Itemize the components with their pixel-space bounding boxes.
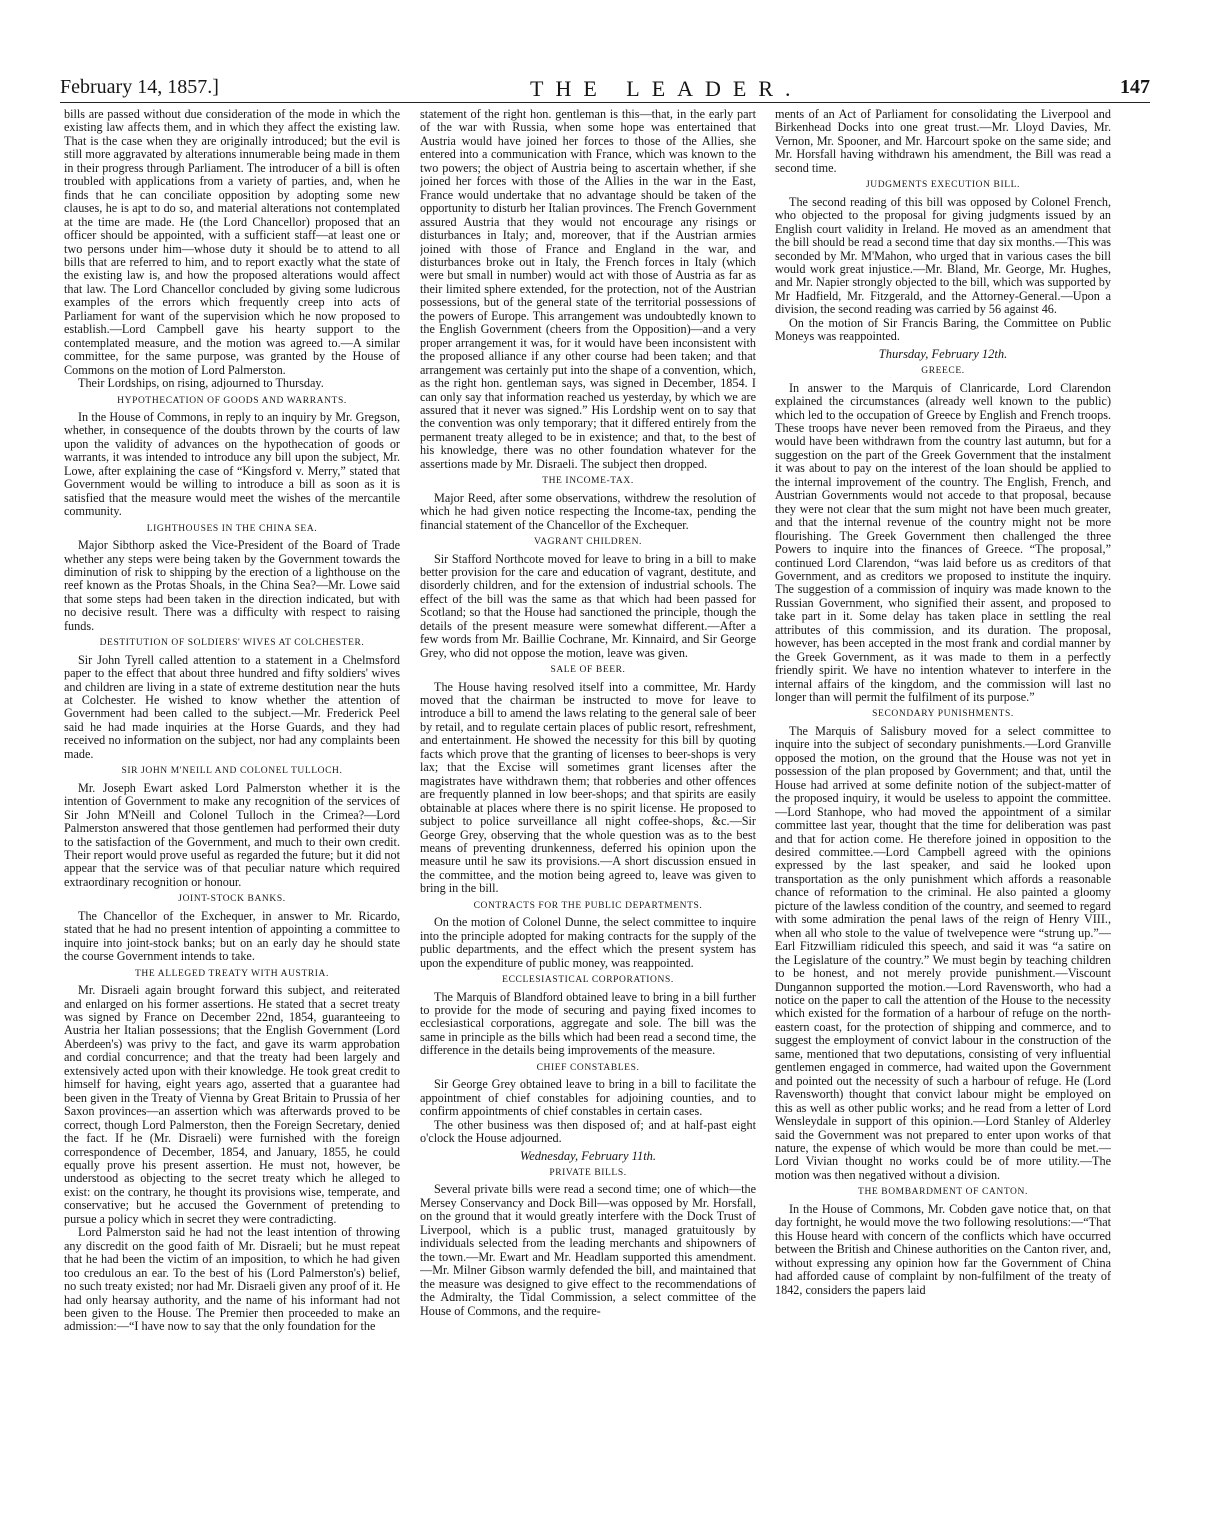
section-heading: DESTITUTION OF SOLDIERS' WIVES AT COLCHESTER. <box>99 638 365 649</box>
column-1 <box>64 108 400 1524</box>
page-number: 147 <box>1120 76 1150 98</box>
section-heading: PRIVATE BILLS. <box>549 1167 627 1178</box>
article-paragraph: The House having resolved itself into a committee, Mr. Hardy moved that the chairman be instructed to move for leave to introduce a bill to amend the laws relating to the general sale of beer by retail, and to regulate certain places of public resort, refreshment, and entertainment. He showed the necessity for this bill by quoting facts which prove that the granting of licenses to beer-shops is very lax; that the Excise will sometimes grant licenses after the magistrates have withdrawn them; that robberies and other offences are frequently planned in low beer-shops; and that spirits are easily obtainable at places where there is no spirit license. He proposed to subject to police surveillance all night coffee-shops, &c.—Sir George Grey, observing that the whole question was as to the best means of preventing drunkenness, deferred his opinion upon the measure until he saw its provisions.—A short discussion ensued in the committee, and the motion being agreed to, leave was given to bring in the bill. <box>420 679 756 896</box>
article-paragraph: On the motion of Colonel Dunne, the select committee to inquire into the principle adopted for making contracts for the supply of the public departments, and the effect which the present system has upon the expenditure of public money, was reappointed. <box>420 915 756 970</box>
section-heading: ECCLESIASTICAL CORPORATIONS. <box>502 975 674 986</box>
page-header <box>60 76 1150 103</box>
day-heading: Thursday, February 12th. <box>878 346 1008 361</box>
article-paragraph: Major Reed, after some observations, withdrew the resolution of which he had given notice respecting the Income-tax, pending the financial statement of the Chancellor of the Exchequer. <box>420 490 756 532</box>
section-heading: GREECE. <box>921 366 965 377</box>
section-heading: THE ALLEGED TREATY WITH AUSTRIA. <box>135 968 329 979</box>
article-paragraph: Major Sibthorp asked the Vice-President of the Board of Trade whether any steps were being taken by the Government towards the diminution of risk to shipping by the erection of a lighthouse on the reef known as the Protas Shoals, in the China Sea?—Mr. Lowe said that some steps had been taken in the direction indicated, but with no decisive result. There was a difficulty with respect to raising funds. <box>64 538 400 633</box>
section-heading: THE INCOME-TAX. <box>542 476 634 487</box>
issue-date: February 14, 1857.] <box>60 76 219 98</box>
newspaper-title: THE LEADER. <box>530 76 803 101</box>
article-paragraph: Sir Stafford Northcote moved for leave to bring in a bill to make better provision for the care and education of vagrant, destitute, and disorderly children, and for the extension of industrial schools. The effect of the bill was the same as that which had been passed for Scotland; so that the House had sanctioned the principle, though the details of the present measure were somewhat different.—After a few words from Mr. Baillie Cochrane, Mr. Kinnaird, and Sir George Grey, who did not oppose the motion, leave was given. <box>420 551 756 660</box>
section-heading: CONTRACTS FOR THE PUBLIC DEPARTMENTS. <box>473 900 703 911</box>
article-paragraph: On the motion of Sir Francis Baring, the Committee on Public Moneys was reappointed. <box>775 315 1111 344</box>
column-2 <box>420 108 756 1524</box>
section-heading: JUDGMENTS EXECUTION BILL. <box>865 180 1021 191</box>
article-paragraph: The second reading of this bill was opposed by Colonel French, who objected to the proposal for giving judgments issued by an English court validity in Ireland. He moved as an amendment that the bill should be read a second time that day six months.—This was seconded by Mr. M'Mahon, who urged that in various cases the bill would work great injustice.—Mr. Bland, Mr. George, Mr. Hughes, and Mr. Napier strongly objected to the bill, which was supported by Mr Hadfield, Mr. Fitzgerald, and the Attorney-General.—Upon a division, the second reading was carried by 56 against 46. <box>775 194 1111 317</box>
section-heading: SALE OF BEER. <box>550 665 626 676</box>
day-heading: Wednesday, February 11th. <box>519 1148 657 1163</box>
article-paragraph: In the House of Commons, in reply to an inquiry by Mr. Gregson, whether, in consequence of the doubts thrown by the courts of law upon the validity of advances on the hypothecation of goods or warrants, it was intended to introduce any bill upon the subject, Mr. Lowe, after explaining the case of “Kingsford v. Merry,” stated that Government would be willing to introduce a bill as soon as it is satisfied that the measure would meet the wishes of the mercantile community. <box>64 409 400 519</box>
article-paragraph: The Chancellor of the Exchequer, in answer to Mr. Ricardo, stated that he had no present intention of appointing a committee to inquire into joint-stock banks; but on an early day he should state the course Government intends to take. <box>64 908 400 964</box>
article-paragraph: bills are passed without due consideration of the mode in which the existing law affects them, and in which they affect the existing law. That is the case when they are originally introduced; but the evil is still more aggravated by alterations innumerable being made in them in their progress through Parliament. The introducer of a bill is often troubled with applications from a variety of parties, and, when he finds that he can conciliate opposition by adopting some new clauses, he is apt to do so, and material alterations not contemplated at the time are made. He (the Lord Chancellor) proposed that an officer should be appointed, with a sufficient staff—at least one or two persons under him—whose duty it should be to attend to all bills that are referred to him, and to report exactly what the state of the existing law is, and how the proposed alterations would affect that law. The Lord Chancellor concluded by giving some ludicrous examples of the errors which frequently creep into acts of Parliament for want of the supervision which he now proposed to establish.—Lord Campbell gave his hearty support to the contemplated measure, and the motion was agreed to.—A similar committee, for the same purpose, was granted by the House of Commons on the motion of Lord Palmerston. <box>64 108 400 377</box>
column-3 <box>775 108 1111 1524</box>
section-heading: SIR JOHN M'NEILL AND COLONEL TULLOCH. <box>121 766 343 777</box>
article-paragraph: In the House of Commons, Mr. Cobden gave notice that, on that day fortnight, he would move the two following resolutions:—“That this House heard with concern of the conflicts which have occurred between the British and Chinese authorities on the Canton river, and, without expressing any opinion how far the Government of China had afforded cause of complaint by non-fulfilment of the treaty of 1842, considers the papers laid <box>775 1201 1111 1297</box>
article-paragraph: Sir George Grey obtained leave to bring in a bill to facilitate the appointment of chief constables for adjoining counties, and to confirm appointments of chief constables in certain cases. <box>420 1077 756 1119</box>
article-paragraph: The Marquis of Blandford obtained leave to bring in a bill further to provide for the mode of securing and paying fixed incomes to ecclesiastical corporations, aggregate and sole. The bill was the same in principle as the bills which had been read a second time, the difference in the details being improvements of the measure. <box>420 989 756 1058</box>
section-heading: LIGHTHOUSES IN THE CHINA SEA. <box>146 523 318 534</box>
article-paragraph: Lord Palmerston said he had not the least intention of throwing any discredit on the good faith of Mr. Disraeli; but he must repeat that he had been the victim of an imposition, to which he had given too credulous an ear. To the best of his (Lord Palmerston's) belief, no such treaty existed; nor had Mr. Disraeli given any proof of it. He had only hearsay authority, and the name of his informant had not been given to the House. The Premier then proceeded to make an admission:—“I have now to say that the only foundation for the <box>64 1225 400 1334</box>
article-paragraph: The other business was then disposed of; and at half-past eight o'clock the House adjourned. <box>420 1117 756 1146</box>
article-paragraph: In answer to the Marquis of Clanricarde, Lord Clarendon explained the circumstances (already well known to the public) which led to the occupation of Greece by English and French troops. These troops have never been removed from the Piraeus, and they would have been withdrawn from the country last autumn, but for a suggestion on the part of the Greek Government that the instalment it was about to pay on the interest of the loan should be applied to the internal improvement of the country. The English, French, and Austrian Governments would not accede to that proposal, because they were not clear that the sum might not have been much greater, and that the internal revenue of the country might not be more flourishing. The Greek Government then challenged the three Powers to inquire into the finances of Greece. “The proposal,” continued Lord Clarendon, “was laid before us as creditors of that Government, and as creditors we proposed to institute the inquiry. The suggestion of a commission of inquiry was made known to the Russian Government, who signified their assent, and proposed to take part in it. Some delay has taken place in settling the real attributes of this commission, and its duration. The proposal, however, has been accepted in the most frank and cordial manner by the Greek Government, as it was made to them in a perfectly friendly spirit. We have no intention whatever to interfere in the internal affairs of the kingdom, and the commission will last no longer than will permit the fulfilment of its purpose.” <box>775 380 1111 705</box>
article-paragraph: ments of an Act of Parliament for consolidating the Liverpool and Birkenhead Docks into one great trust.—Mr. Lloyd Davies, Mr. Vernon, Mr. Spooner, and Mr. Harcourt spoke on the same side; and Mr. Horsfall having withdrawn his amendment, the Bill was read a second time. <box>775 108 1111 175</box>
section-heading: THE BOMBARDMENT OF CANTON. <box>858 1187 1028 1198</box>
article-paragraph: Mr. Joseph Ewart asked Lord Palmerston whether it is the intention of Government to make any recognition of the services of Sir John M'Neill and Colonel Tulloch in the Crimea?—Lord Palmerston answered that those gentlemen had performed their duty to the satisfaction of the Government, and much to their own credit. Their report would prove useful as regarded the future; but it did not appear that the service was of that peculiar nature which required extraordinary recognition or honour. <box>64 780 400 889</box>
article-paragraph: Mr. Disraeli again brought forward this subject, and reiterated and enlarged on his former assertions. He stated that a secret treaty was signed by France on December 22nd, 1854, guaranteeing to Austria her Italian possessions; that the English Government (Lord Aberdeen's) was privy to the fact, and gave its warm approbation and cordial concurrence; and that the treaty had been largely and extensively acted upon with their knowledge. He took great credit to himself for having, eight years ago, asserted that a guarantee had been given in the Treaty of Vienna by Great Britain to Prussia of her Saxon provinces—an assertion which was afterwards proved to be correct, though Lord Palmerston, then the Foreign Secretary, denied the fact. If he (Mr. Disraeli) were furnished with the foreign correspondence of December, 1854, and January, 1855, he could equally prove his present assertion. He must not, however, be understood as objecting to the secret treaty which he alleged to exist: on the contrary, he thought its provisions wise, temperate, and conservative; but he accused the Government of pretending to pursue a policy which in secret they were contradicting. <box>64 983 400 1226</box>
section-heading: SECONDARY PUNISHMENTS. <box>872 709 1014 720</box>
article-paragraph: The Marquis of Salisbury moved for a select committee to inquire into the subject of secondary punishments.—Lord Granville opposed the motion, on the ground that the House was not yet in possession of the plan proposed by Government; and that, until the House had arrived at some definite notion of the subject-matter of the proposed inquiry, it would be useless to appoint the committee.—Lord Stanhope, who had moved the appointment of a similar committee last year, thought that the time for deliberation was past and that for action come. He therefore joined in opposition to the desired committee.—Lord Campbell agreed with the opinions expressed by the last speaker, and said he looked upon transportation as the only punishment which affords a reasonable chance of reformation to the criminal. He also painted a gloomy picture of the lawless condition of the country, and seemed to regard with some admiration the penal laws of the reign of Henry VIII., when all who stole to the value of twelvepence were “strung up.”—Earl Fitzwilliam ridiculed this speech, and said it was “a satire on the Legislature of the country.” We must begin by teaching children to be honest, and not merely provide punishment.—Viscount Dungannon supported the motion.—Lord Ravensworth, who had a notice on the paper to call the attention of the House to the necessity which existed for the formation of a harbour of refuge on the north-eastern coast, for the protection of shipping and commerce, and to suggest the employment of convict labour in the construction of the same, mentioned that two deputations, consisting of very influential gentlemen engaged in commerce, had waited upon the Government and pointed out the necessity of such a harbour of refuge. He (Lord Ravensworth) thought that convict labour might be employed on this as well as other public works; and he read from a letter of Lord Wensleydale in support of this opinion.—Lord Stanley of Alderley said the Government was not prepared to enter upon works of that nature, the expense of which would be more than could be met.—Lord Vivian thought no works could be of more utility.—The motion was then negatived without a division. <box>775 723 1111 1182</box>
article-paragraph: Several private bills were read a second time; one of which—the Mersey Conservancy and Dock Bill—was opposed by Mr. Horsfall, on the ground that it would greatly interfere with the Dock Trust of Liverpool, which is a public trust, managed gratuitously by individuals selected from the leading merchants and shipowners of the town.—Mr. Ewart and Mr. Headlam supported this amendment.—Mr. Milner Gibson warmly defended the bill, and maintained that the measure was designed to give effect to the recommendations of the Admiralty, the Tidal Commission, a select committee of the House of Commons, and the require- <box>420 1182 756 1318</box>
section-heading: CHIEF CONSTABLES. <box>536 1062 640 1073</box>
section-heading: HYPOTHECATION OF GOODS AND WARRANTS. <box>117 395 347 406</box>
section-heading: JOINT-STOCK BANKS. <box>178 894 286 905</box>
article-paragraph: Their Lordships, on rising, adjourned to Thursday. <box>78 376 324 391</box>
article-paragraph: Sir John Tyrell called attention to a statement in a Chelmsford paper to the effect that about three hundred and fifty soldiers' wives and children are living in a state of extreme destitution near the huts at Colchester. He wished to know whether the attention of Government had been called to the subject.—Mr. Frederick Peel said he had made inquiries at the Horse Guards, and they had received no information on the subject, nor had any complaints been made. <box>64 652 400 761</box>
section-heading: VAGRANT CHILDREN. <box>533 537 643 548</box>
article-paragraph: statement of the right hon. gentleman is this—that, in the early part of the war with Russia, when some hope was entertained that Austria would have joined her forces to those of the Allies, she entered into a communication with France, which was known to the two powers; the object of Austria being to ascertain whether, if she joined her forces with those of the Allies in the war in the East, France would undertake that no advantage should be taken of the opportunity to disturb her Italian provinces. The French Government assured Austria that they would not encourage any risings or disturbances in Italy; and, moreover, that if the Austrian armies joined with those of France and England in the war, and disturbances broke out in Italy, the French forces in Italy (which were but small in number) would act with those of Austria as far as their limited sphere extended, for the protection, not of the Austrian possessions, but of the general state of the territorial possessions of the powers of Europe. This arrangement was undoubtedly known to the English Government (cheers from the Opposition)—and a very proper arrangement it was, for it would have been inconsistent with the proposed alliance if any other course had been taken; and that arrangement was certainly put into the shape of a convention, which, as the right hon. gentleman says, was signed in December, 1854. I can only say that information reached us yesterday, by which we are assured that it never was signed.” His Lordship went on to say that the convention was only temporary; that it differed entirely from the permanent treaty alleged to be in existence; and that, to the best of his knowledge, there was no other foundation whatever for the assertions made by Mr. Disraeli. The subject then dropped. <box>420 108 756 471</box>
